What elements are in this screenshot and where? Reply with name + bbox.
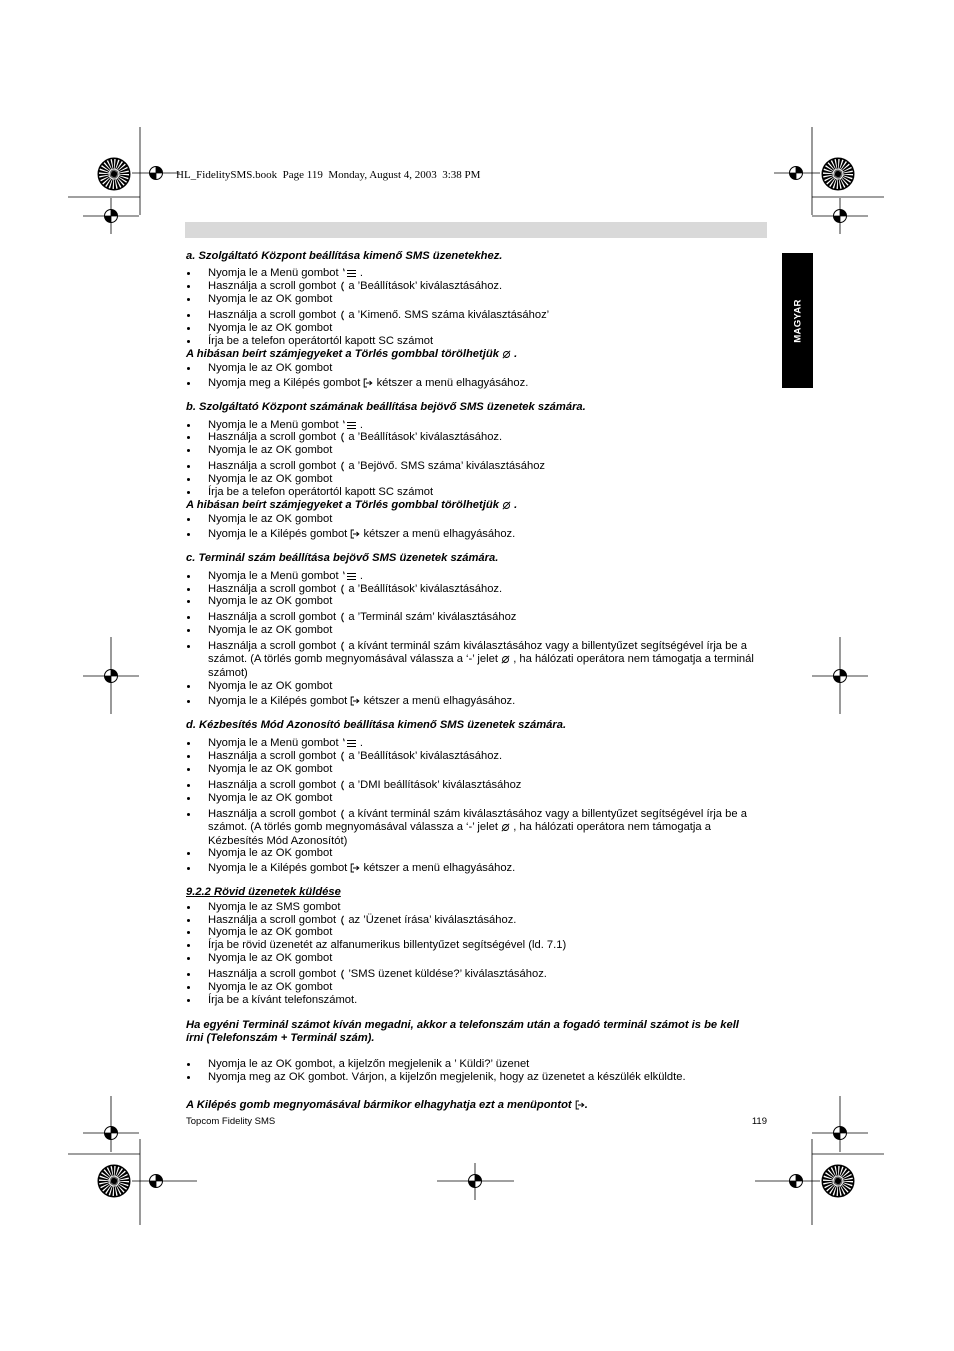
item-text-after: . [359, 737, 363, 749]
scroll-icon [339, 641, 345, 652]
item-text: Használja a scroll gombot [208, 460, 337, 472]
registration-target [105, 670, 118, 683]
item-text: Használja a scroll gombot [208, 280, 337, 292]
list-item: Nyomja le az OK gombot [186, 322, 332, 335]
delete-note [186, 348, 517, 361]
list-item [186, 377, 528, 390]
registration-target [834, 670, 847, 683]
exit-icon [350, 529, 360, 539]
list-item: Írja be a kívánt telefonszámot. [186, 994, 357, 1007]
list-item [186, 779, 521, 792]
scroll-icon [339, 432, 345, 443]
section-a-heading: a. Szolgáltató Központ beállítása kimenő SMS üzenetekhez. [186, 250, 503, 262]
item-text: Nyomja le a Menü gombot [208, 419, 339, 431]
menu-icon [342, 268, 357, 278]
list-item: Írja be a telefon operátortól kapott SC számot [186, 486, 433, 499]
list-item [186, 737, 363, 750]
list-item: Nyomja le az OK gombot [186, 680, 332, 693]
list-item: Írja be rövid üzenetét az alfanumerikus billentyűzet segítségével (ld. 7.1) [186, 939, 566, 952]
item-text: Nyomja le a Menü gombot [208, 737, 339, 749]
registration-target [105, 210, 118, 223]
note-text-after: . [584, 1099, 588, 1111]
list-item: Nyomja le az OK gombot [186, 513, 332, 526]
item-text: Használja a scroll gombot [208, 914, 337, 926]
list-item-continuation: számot) [208, 667, 248, 679]
item-text-after: a ’Bejövő. SMS száma’ kiválasztásához [348, 460, 546, 472]
color-bar-mark [98, 1165, 130, 1197]
list-item: Nyomja le az OK gombot [186, 595, 332, 608]
color-bar-mark [822, 158, 854, 190]
item-text: Használja a scroll gombot [208, 309, 337, 321]
item-text: Használja a scroll gombot [208, 640, 337, 652]
list-item [186, 968, 547, 981]
item-text-after: kétszer a menü elhagyásához. [376, 377, 529, 389]
section-b-heading: b. Szolgáltató Központ számának beállítása bejövő SMS üzenetek számára. [186, 401, 586, 413]
scroll-icon [339, 751, 345, 762]
scroll-icon [339, 461, 345, 472]
print-header: HL_FidelitySMS.book Page 119 Monday, August 4, 2003 3:38 PM [176, 169, 481, 181]
list-item: Nyomja le az OK gombot [186, 792, 332, 805]
item-text: számot. (A törlés gomb megnyomásával válassza a ‘-’ jelet [208, 653, 498, 665]
item-text: Használja a scroll gombot [208, 431, 337, 443]
item-text: Használja a scroll gombot [208, 779, 337, 791]
list-item: Nyomja meg az OK gombot. Várjon, a kijelzőn megjelenik, hogy az üzenetet a készülék elküldte. [186, 1071, 686, 1084]
registration-target [834, 1127, 847, 1140]
delete-note [186, 499, 517, 512]
list-item [186, 570, 363, 583]
page-number: 119 [751, 1116, 767, 1127]
item-text-after: kétszer a menü elhagyásához. [363, 862, 516, 874]
item-text-after: a kívánt terminál szám kiválasztásához vagy a billentyűzet segítségével írja be a [348, 808, 747, 820]
list-item: Írja be a telefon operátortól kapott SC számot [186, 335, 433, 348]
item-text: Használja a scroll gombot [208, 583, 337, 595]
item-text: Nyomja meg a Kilépés gombot [208, 377, 361, 389]
scroll-icon [339, 584, 345, 595]
exit-icon [575, 1100, 585, 1110]
list-item [186, 267, 363, 280]
list-item [186, 640, 747, 653]
exit-icon [350, 696, 360, 706]
registration-target [834, 210, 847, 223]
list-item [186, 862, 515, 875]
terminal-note-line-2: írni (Telefonszám + Terminál szám). [186, 1032, 375, 1044]
delete-icon [501, 823, 510, 832]
item-text-after: a ’Kimenő. SMS száma kiválasztásához’ [348, 309, 550, 321]
language-tab [782, 253, 813, 388]
item-text-after: a ’Beállítások’ kiválasztásához. [348, 583, 503, 595]
list-item-continuation: Kézbesítés Mód Azonosítót) [208, 835, 348, 847]
section-heading-9-2-2: 9.2.2 Rövid üzenetek küldése [186, 886, 341, 898]
list-item: Nyomja le az OK gombot [186, 293, 332, 306]
menu-icon [342, 420, 357, 430]
item-text-after: . [359, 570, 363, 582]
note-text-after: . [514, 348, 518, 360]
list-item: Nyomja le az OK gombot [186, 847, 332, 860]
registration-target [150, 167, 163, 180]
scroll-icon [339, 780, 345, 791]
scroll-icon [339, 809, 345, 820]
list-item [186, 695, 515, 708]
color-bar-mark [98, 158, 130, 190]
scroll-icon [339, 612, 345, 623]
list-item: Nyomja le az OK gombot [186, 926, 332, 939]
registration-target [150, 1175, 163, 1188]
delete-icon [502, 501, 511, 510]
list-item [186, 280, 502, 293]
language-tab-label: MAGYAR [792, 298, 803, 343]
list-item: Nyomja le az OK gombot [186, 624, 332, 637]
note-text: A Kilépés gomb megnyomásával bármikor elhagyhatja ezt a menüpontot [186, 1099, 572, 1111]
registration-target [469, 1175, 482, 1188]
list-item [186, 611, 516, 624]
list-item [186, 309, 549, 322]
item-text: Használja a scroll gombot [208, 750, 337, 762]
item-text-after: kétszer a menü elhagyásához. [363, 695, 516, 707]
item-text-after: a ’Beállítások’ kiválasztásához. [348, 280, 503, 292]
terminal-note-line-1: Ha egyéni Terminál számot kíván megadni, akkor a telefonszám után a fogadó terminál számot is be kell [186, 1019, 739, 1031]
item-text: Nyomja le a Kilépés gombot [208, 528, 348, 540]
item-text-after: a ’DMI beállítások’ kiválasztásához [348, 779, 522, 791]
list-item: Nyomja le az SMS gombot [186, 901, 340, 914]
list-item [186, 460, 545, 473]
item-text: Nyomja le a Kilépés gombot [208, 695, 348, 707]
item-text-after: kétszer a menü elhagyásához. [363, 528, 516, 540]
registration-target [105, 1127, 118, 1140]
item-text-after: a ’Beállítások’ kiválasztásához. [348, 431, 503, 443]
item-text: számot. (A törlés gomb megnyomásával válassza a ‘-’ jelet [208, 821, 498, 833]
item-text-after: . [359, 419, 363, 431]
item-text: Használja a scroll gombot [208, 808, 337, 820]
list-item-continuation [208, 653, 754, 666]
list-item [186, 431, 502, 444]
list-item: Nyomja le az OK gombot [186, 763, 332, 776]
list-item: Nyomja le az OK gombot [186, 362, 332, 375]
note-text: A hibásan beírt számjegyeket a Törlés gombbal törölhetjük [186, 499, 499, 511]
list-item: Nyomja le az OK gombot [186, 981, 332, 994]
registration-target [790, 167, 803, 180]
item-text-after: . [359, 267, 363, 279]
scroll-icon [339, 969, 345, 980]
item-text: Használja a scroll gombot [208, 968, 337, 980]
section-c-heading: c. Terminál szám beállítása bejövő SMS üzenetek számára. [186, 552, 499, 564]
note-text-after: . [514, 499, 518, 511]
exit-note [186, 1099, 588, 1112]
list-item: Nyomja le az OK gombot [186, 473, 332, 486]
item-text-after: a ’Terminál szám’ kiválasztásához [348, 611, 517, 623]
list-item [186, 808, 747, 821]
item-text: Nyomja le a Menü gombot [208, 267, 339, 279]
footer-product-name: Topcom Fidelity SMS [186, 1116, 276, 1127]
exit-icon [350, 863, 360, 873]
list-item [186, 750, 502, 763]
item-text: Nyomja le a Menü gombot [208, 570, 339, 582]
item-text-after: az ’Üzenet írása’ kiválasztásához. [348, 914, 517, 926]
menu-icon [342, 571, 357, 581]
item-text-after: , ha hálózati operátora nem támogatja a terminál [513, 653, 754, 665]
item-text: Nyomja le a Kilépés gombot [208, 862, 348, 874]
item-text-after: ’SMS üzenet küldése?’ kiválasztásához. [348, 968, 547, 980]
delete-icon [501, 655, 510, 664]
item-text-after: a kívánt terminál szám kiválasztásához vagy a billentyűzet segítségével írja be a [348, 640, 747, 652]
registration-target [790, 1175, 803, 1188]
list-item: Nyomja le az OK gombot, a kijelzőn megjelenik a ’ Küldi?’ üzenet [186, 1058, 529, 1071]
scroll-icon [339, 310, 345, 321]
scroll-icon [339, 281, 345, 292]
list-item: Nyomja le az OK gombot [186, 952, 332, 965]
color-bar-mark [822, 1165, 854, 1197]
header-bar [185, 222, 767, 238]
delete-icon [502, 350, 511, 359]
list-item: Nyomja le az OK gombot [186, 444, 332, 457]
note-text: A hibásan beírt számjegyeket a Törlés gombbal törölhetjük [186, 348, 499, 360]
section-d-heading: d. Kézbesítés Mód Azonosító beállítása kimenő SMS üzenetek számára. [186, 719, 567, 731]
exit-icon [363, 378, 373, 388]
item-text-after: , ha hálózati operátora nem támogatja a [513, 821, 711, 833]
item-text: Használja a scroll gombot [208, 611, 337, 623]
list-item [186, 528, 515, 541]
menu-icon [342, 738, 357, 748]
list-item-continuation [208, 821, 711, 834]
scroll-icon [339, 915, 345, 926]
item-text-after: a ’Beállítások’ kiválasztásához. [348, 750, 503, 762]
